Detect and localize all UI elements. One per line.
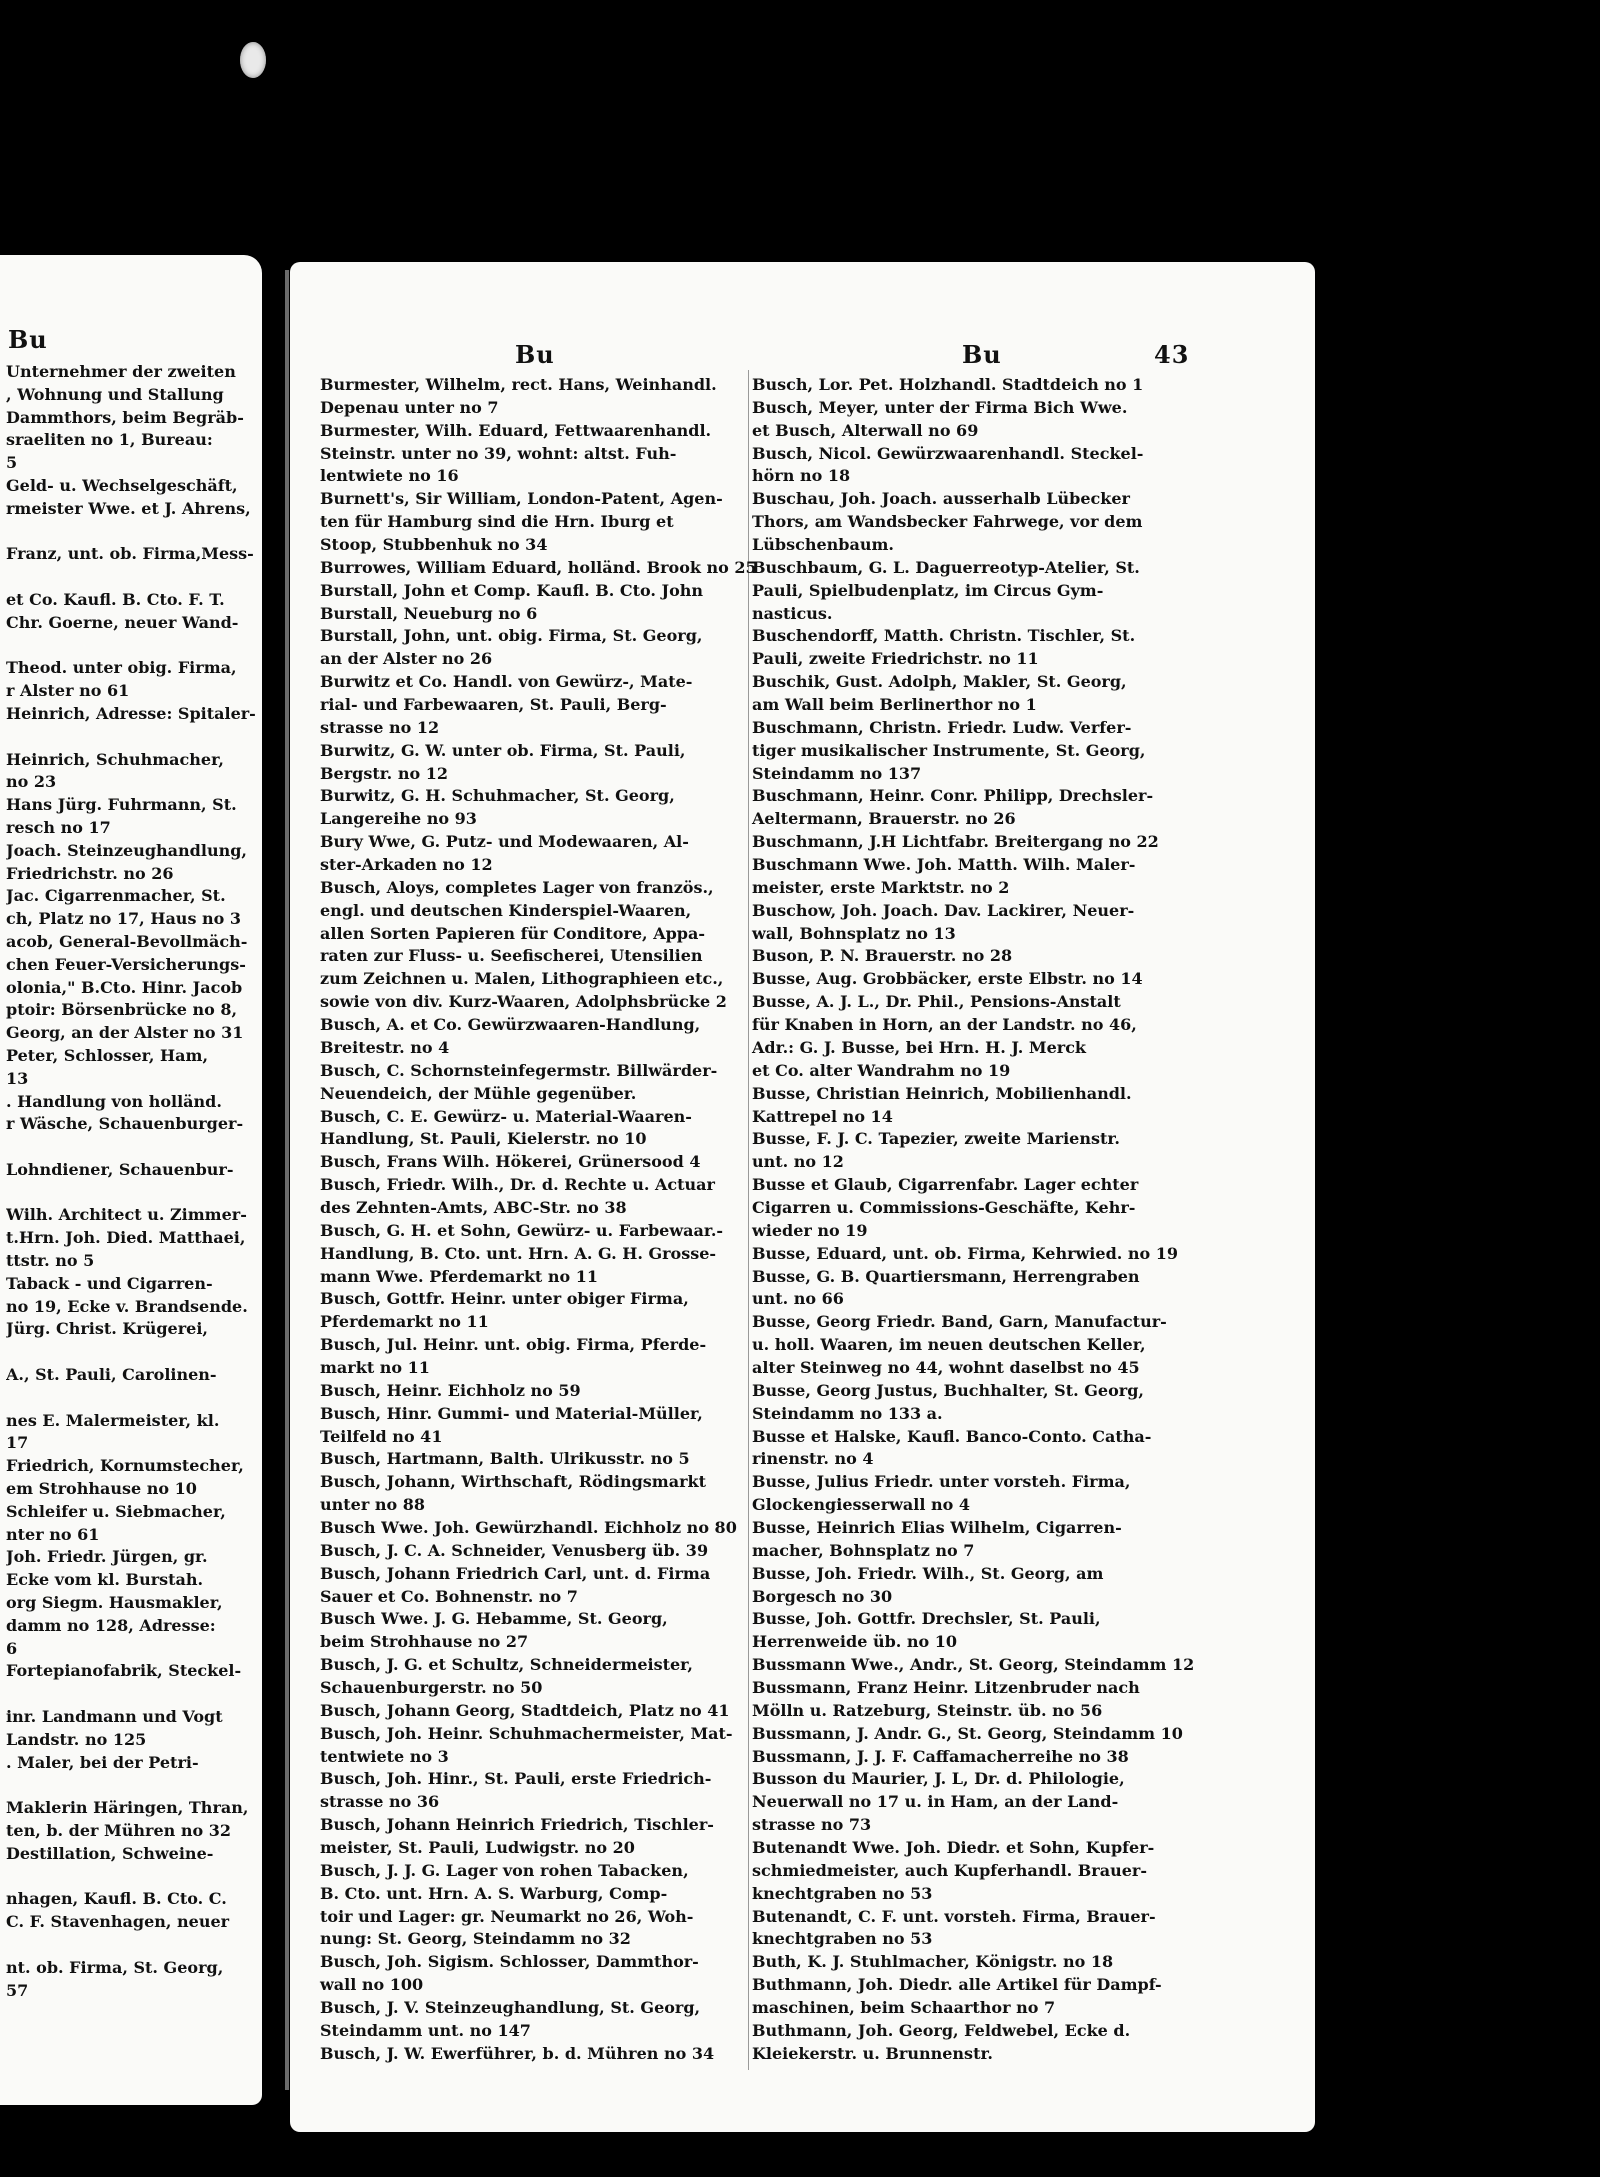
left-page-line: org Siegm. Hausmakler, xyxy=(6,1593,223,1613)
left-page-text xyxy=(6,361,256,2002)
left-page-line: chen Feuer-Versicherungs- xyxy=(6,954,246,974)
directory-line: Buth, K. J. Stuhlmacher, Königstr. no 18 xyxy=(752,1952,1114,1972)
left-page-header: Bu xyxy=(8,325,48,354)
left-page-line xyxy=(6,1387,256,1410)
directory-line: et Busch, Alterwall no 69 xyxy=(752,420,979,440)
directory-line: Bergstr. no 12 xyxy=(320,763,448,783)
directory-line: Schauenburgerstr. no 50 xyxy=(320,1677,543,1697)
directory-line: Burwitz, G. H. Schuhmacher, St. Georg, xyxy=(320,786,675,806)
left-page-line: nt. ob. Firma, St. Georg, xyxy=(6,1957,224,1977)
directory-line: Busch, Joh. Hinr., St. Pauli, erste Friedrich- xyxy=(320,1769,712,1789)
directory-line: allen Sorten Papieren für Conditore, Appa- xyxy=(320,923,705,943)
directory-line: Busch Wwe. J. G. Hebamme, St. Georg, xyxy=(320,1609,668,1629)
left-page-line: ttstr. no 5 xyxy=(6,1251,95,1271)
directory-line: strasse no 36 xyxy=(320,1792,440,1812)
directory-line: Busse, Georg Friedr. Band, Garn, Manufactur- xyxy=(752,1312,1167,1332)
directory-line: Pauli, zweite Friedrichstr. no 11 xyxy=(752,649,1039,669)
running-header-left: Bu xyxy=(515,340,555,369)
left-page-line: Peter, Schlosser, Ham, xyxy=(6,1045,209,1065)
directory-line: meister, St. Pauli, Ludwigstr. no 20 xyxy=(320,1838,635,1857)
directory-line: Buschmann, J.H Lichtfabr. Breitergang no 22 xyxy=(752,832,1159,852)
directory-line: Busse, G. B. Quartiersmann, Herrengraben xyxy=(752,1266,1140,1286)
directory-line: Handlung, St. Pauli, Kielerstr. no 10 xyxy=(320,1129,647,1149)
directory-line: Lübschenbaum. xyxy=(752,535,894,555)
directory-line: Handlung, B. Cto. unt. Hrn. A. G. H. Grosse- xyxy=(320,1243,717,1263)
directory-line: Pferdemarkt no 11 xyxy=(320,1312,489,1332)
left-page-line: et Co. Kaufl. B. Cto. F. T. xyxy=(6,589,225,609)
directory-line: Busch, Joh. Heinr. Schuhmachermeister, Mat- xyxy=(320,1723,733,1743)
directory-line: Butenandt Wwe. Joh. Diedr. et Sohn, Kupfer- xyxy=(752,1838,1155,1857)
directory-line: Busse, Heinrich Elias Wilhelm, Cigarren- xyxy=(752,1517,1122,1537)
left-page-line: Franz, unt. ob. Firma,Mess- xyxy=(6,544,254,564)
left-page-line: rmeister Wwe. et J. Ahrens, xyxy=(6,498,251,518)
directory-line: alter Steinweg no 44, wohnt daselbst no 45 xyxy=(752,1357,1140,1377)
directory-line: Steinstr. unter no 39, wohnt: altst. Fuh- xyxy=(320,443,677,463)
directory-line: Breitestr. no 4 xyxy=(320,1037,450,1057)
directory-line: rinenstr. no 4 xyxy=(752,1449,874,1469)
directory-line: Busch, Johann Georg, Stadtdeich, Platz no 41 xyxy=(320,1700,730,1720)
directory-line: Busse et Halske, Kaufl. Banco-Conto. Catha- xyxy=(752,1426,1152,1446)
left-page-line xyxy=(6,1774,256,1797)
left-page-line: Fortepianofabrik, Steckel- xyxy=(6,1661,242,1681)
directory-line: Burstall, John et Comp. Kaufl. B. Cto. John xyxy=(320,580,704,600)
left-page-line: t.Hrn. Joh. Died. Matthaei, xyxy=(6,1228,246,1248)
directory-line: Buschmann Wwe. Joh. Matth. Wilh. Maler- xyxy=(752,855,1136,875)
directory-line: Kattrepel no 14 xyxy=(752,1106,893,1126)
left-page-line xyxy=(6,1182,256,1205)
left-page-line: Taback - und Cigarren- xyxy=(6,1273,213,1293)
directory-line: Buschow, Joh. Joach. Dav. Lackirer, Neuer- xyxy=(752,900,1135,920)
directory-line: Busch, Lor. Pet. Holzhandl. Stadtdeich no 1 xyxy=(752,375,1144,394)
left-page-line: sraeliten no 1, Bureau: xyxy=(6,430,213,450)
directory-line: unt. no 12 xyxy=(752,1152,844,1172)
left-page-line: nhagen, Kaufl. B. Cto. C. xyxy=(6,1889,227,1909)
directory-line: Busch, Friedr. Wilh., Dr. d. Rechte u. Actuar xyxy=(320,1175,715,1195)
directory-line: mann Wwe. Pferdemarkt no 11 xyxy=(320,1266,598,1286)
directory-line: Busch Wwe. Joh. Gewürzhandl. Eichholz no 80 xyxy=(320,1517,737,1537)
directory-line: wall no 100 xyxy=(320,1975,424,1995)
directory-line: Steindamm unt. no 147 xyxy=(320,2020,531,2040)
running-header-right: Bu xyxy=(962,340,1002,369)
left-page-line: ptoir: Börsenbrücke no 8, xyxy=(6,1000,238,1020)
directory-line: Busse, Christian Heinrich, Mobilienhandl. xyxy=(752,1083,1132,1103)
left-page-line: damm no 128, Adresse: xyxy=(6,1615,216,1635)
directory-column-left xyxy=(320,374,757,2066)
left-page-line: ch, Platz no 17, Haus no 3 xyxy=(6,909,242,929)
left-page-line: Dammthors, beim Begräb- xyxy=(6,407,244,427)
left-page-line: Ecke vom kl. Burstah. xyxy=(6,1570,204,1590)
directory-line: macher, Bohnsplatz no 7 xyxy=(752,1540,975,1560)
directory-line: Sauer et Co. Bohnenstr. no 7 xyxy=(320,1586,578,1606)
left-page-line: , Wohnung und Stallung xyxy=(6,384,224,404)
directory-line: Glockengiesserwall no 4 xyxy=(752,1495,970,1515)
directory-line: Busch, Hartmann, Balth. Ulrikusstr. no 5 xyxy=(320,1449,690,1469)
directory-line: wieder no 19 xyxy=(752,1220,868,1240)
directory-line: et Co. alter Wandrahm no 19 xyxy=(752,1060,1011,1080)
directory-line: Busch, Heinr. Eichholz no 59 xyxy=(320,1380,581,1400)
left-page-line xyxy=(6,521,256,544)
directory-line: Burwitz et Co. Handl. von Gewürz-, Mate- xyxy=(320,672,693,692)
directory-column-right xyxy=(752,374,1195,2066)
directory-line: hörn no 18 xyxy=(752,466,851,486)
left-page-line: inr. Landmann und Vogt xyxy=(6,1707,223,1727)
directory-line: Burmester, Wilh. Eduard, Fettwaarenhandl. xyxy=(320,420,712,440)
directory-line: Busch, J. G. et Schultz, Schneidermeister, xyxy=(320,1655,693,1675)
directory-line: Neuendeich, der Mühle gegenüber. xyxy=(320,1083,637,1103)
left-page-line: r Wäsche, Schauenburger- xyxy=(6,1114,244,1134)
directory-line: Burstall, John, unt. obig. Firma, St. Georg, xyxy=(320,626,703,646)
page-number: 43 xyxy=(1154,340,1190,369)
left-page-line: . Handlung von holländ. xyxy=(6,1091,222,1111)
left-page-line: Heinrich, Schuhmacher, xyxy=(6,749,224,769)
directory-line: am Wall beim Berlinerthor no 1 xyxy=(752,695,1037,715)
directory-line: nung: St. Georg, Steindamm no 32 xyxy=(320,1929,631,1949)
directory-line: Mölln u. Ratzeburg, Steinstr. üb. no 56 xyxy=(752,1700,1103,1720)
directory-line: strasse no 73 xyxy=(752,1815,872,1835)
left-page-line: 13 xyxy=(6,1068,29,1088)
directory-line: Busch, Joh. Sigism. Schlosser, Dammthor- xyxy=(320,1952,699,1972)
directory-line: Busch, Hinr. Gummi- und Material-Müller, xyxy=(320,1403,703,1423)
left-page-line: Unternehmer der zweiten xyxy=(6,362,236,381)
left-page-line: Hans Jürg. Fuhrmann, St. xyxy=(6,795,237,815)
directory-line: Steindamm no 133 a. xyxy=(752,1403,943,1423)
directory-line: Adr.: G. J. Busse, bei Hrn. H. J. Merck xyxy=(752,1037,1087,1057)
left-page-line: em Strohhause no 10 xyxy=(6,1479,197,1499)
directory-line: Busse et Glaub, Cigarrenfabr. Lager echter xyxy=(752,1175,1139,1195)
directory-line: Bussmann, Franz Heinr. Litzenbruder nach xyxy=(752,1677,1140,1697)
directory-line: Busch, Gottfr. Heinr. unter obiger Firma, xyxy=(320,1289,689,1309)
left-page-line: nter no 61 xyxy=(6,1524,100,1544)
directory-line: Depenau unter no 7 xyxy=(320,397,499,417)
directory-line: markt no 11 xyxy=(320,1357,430,1377)
directory-line: Butenandt, C. F. unt. vorsteh. Firma, Brauer- xyxy=(752,1906,1156,1926)
directory-line: Pauli, Spielbudenplatz, im Circus Gym- xyxy=(752,580,1104,600)
directory-line: Langereihe no 93 xyxy=(320,809,477,829)
directory-line: lentwiete no 16 xyxy=(320,466,459,486)
left-page xyxy=(0,255,262,2105)
directory-line: Buthmann, Joh. Diedr. alle Artikel für Dampf- xyxy=(752,1975,1162,1995)
directory-line: knechtgraben no 53 xyxy=(752,1883,933,1903)
directory-line: strasse no 12 xyxy=(320,717,440,737)
left-page-line: Jürg. Christ. Krügerei, xyxy=(6,1319,208,1339)
left-page-line: Maklerin Häringen, Thran, xyxy=(6,1798,249,1818)
directory-line: Busch, Johann, Wirthschaft, Rödingsmarkt xyxy=(320,1472,706,1492)
directory-line: Borgesch no 30 xyxy=(752,1586,893,1606)
directory-line: maschinen, beim Schaarthor no 7 xyxy=(752,1998,1056,2018)
directory-line: Buschmann, Heinr. Conr. Philipp, Drechsler- xyxy=(752,786,1154,806)
directory-line: Buschmann, Christn. Friedr. Ludw. Verfer- xyxy=(752,717,1132,737)
directory-line: Buschendorff, Matth. Christn. Tischler, St. xyxy=(752,626,1136,646)
directory-line: zum Zeichnen u. Malen, Lithographieen etc., xyxy=(320,969,724,989)
directory-line: B. Cto. unt. Hrn. A. S. Warburg, Comp- xyxy=(320,1883,668,1903)
left-page-line: 5 xyxy=(6,453,18,473)
directory-line: Stoop, Stubbenhuk no 34 xyxy=(320,535,548,555)
left-page-line xyxy=(6,1866,256,1889)
left-page-line: Destillation, Schweine- xyxy=(6,1843,214,1863)
directory-line: Bussmann, J. Andr. G., St. Georg, Steindamm 10 xyxy=(752,1723,1183,1743)
left-page-line xyxy=(6,1934,256,1957)
directory-line: Busch, Jul. Heinr. unt. obig. Firma, Pferde- xyxy=(320,1335,707,1355)
directory-line: sowie von div. Kurz-Waaren, Adolphsbrücke 2 xyxy=(320,992,727,1012)
directory-line: Thors, am Wandsbecker Fahrwege, vor dem xyxy=(752,512,1143,532)
directory-line: des Zehnten-Amts, ABC-Str. no 38 xyxy=(320,1197,627,1217)
left-page-line: 6 xyxy=(6,1638,18,1658)
directory-line: Busch, Johann Heinrich Friedrich, Tischler- xyxy=(320,1815,714,1835)
left-page-line: 57 xyxy=(6,1980,29,2000)
directory-line: Busch, J. J. G. Lager von rohen Tabacken, xyxy=(320,1860,689,1880)
directory-line: meister, erste Marktstr. no 2 xyxy=(752,877,1010,897)
directory-line: Burwitz, G. W. unter ob. Firma, St. Pauli, xyxy=(320,740,686,760)
left-page-line: no 19, Ecke v. Brandsende. xyxy=(6,1296,248,1316)
left-page-line: A., St. Pauli, Carolinen- xyxy=(6,1365,217,1385)
left-page-line: Joh. Friedr. Jürgen, gr. xyxy=(6,1547,208,1567)
directory-line: unt. no 66 xyxy=(752,1289,844,1309)
left-page-line: Theod. unter obig. Firma, xyxy=(6,658,237,678)
directory-line: Cigarren u. Commissions-Geschäfte, Kehr- xyxy=(752,1197,1136,1217)
directory-line: Bussmann Wwe., Andr., St. Georg, Steindamm 12 xyxy=(752,1655,1195,1675)
directory-line: Busch, J. C. A. Schneider, Venusberg üb. 39 xyxy=(320,1540,709,1560)
left-page-line: Lohndiener, Schauenbur- xyxy=(6,1159,234,1179)
left-page-line: ten, b. der Mühren no 32 xyxy=(6,1821,231,1840)
directory-line: Buschau, Joh. Joach. ausserhalb Lübecker xyxy=(752,489,1130,509)
left-page-line: nes E. Malermeister, kl. xyxy=(6,1410,220,1430)
directory-line: Busse, F. J. C. Tapezier, zweite Marienstr. xyxy=(752,1129,1120,1149)
left-page-line: Georg, an der Alster no 31 xyxy=(6,1023,244,1043)
directory-line: Busse, Georg Justus, Buchhalter, St. Georg, xyxy=(752,1380,1144,1400)
left-page-line: Wilh. Architect u. Zimmer- xyxy=(6,1205,247,1225)
directory-line: Busch, Frans Wilh. Hökerei, Grünersood 4 xyxy=(320,1152,701,1172)
directory-line: Burrowes, William Eduard, holländ. Brook no 25 xyxy=(320,557,757,577)
left-page-line: Geld- u. Wechselgeschäft, xyxy=(6,475,238,495)
directory-line: Busch, Meyer, unter der Firma Bich Wwe. xyxy=(752,397,1128,417)
directory-line: Kleiekerstr. u. Brunnenstr. xyxy=(752,2043,993,2063)
directory-line: Busson du Maurier, J. L, Dr. d. Philologie, xyxy=(752,1769,1125,1789)
directory-line: Busch, Nicol. Gewürzwaarenhandl. Steckel- xyxy=(752,443,1144,463)
directory-line: nasticus. xyxy=(752,603,833,623)
directory-line: unter no 88 xyxy=(320,1495,425,1515)
left-page-line: Landstr. no 125 xyxy=(6,1729,147,1749)
directory-line: Busse, A. J. L., Dr. Phil., Pensions-Anstalt xyxy=(752,992,1121,1012)
directory-line: ster-Arkaden no 12 xyxy=(320,855,493,875)
left-page-line: no 23 xyxy=(6,772,57,792)
page-gutter xyxy=(285,270,289,2090)
directory-line: Busch, Aloys, completes Lager von französ., xyxy=(320,877,714,897)
directory-line: Busch, C. Schornsteinfegermstr. Billwärder- xyxy=(320,1060,718,1080)
directory-line: an der Alster no 26 xyxy=(320,649,493,669)
directory-line: knechtgraben no 53 xyxy=(752,1929,933,1949)
directory-line: Herrenweide üb. no 10 xyxy=(752,1632,958,1652)
directory-line: Aeltermann, Brauerstr. no 26 xyxy=(752,809,1016,829)
directory-line: rial- und Farbewaaren, St. Pauli, Berg- xyxy=(320,695,667,715)
right-page xyxy=(290,262,1315,2132)
directory-line: für Knaben in Horn, an der Landstr. no 46, xyxy=(752,1015,1137,1035)
directory-line: ten für Hamburg sind die Hrn. Iburg et xyxy=(320,512,674,532)
directory-line: Burstall, Neueburg no 6 xyxy=(320,603,538,623)
left-page-line xyxy=(6,1136,256,1159)
left-page-line: r Alster no 61 xyxy=(6,681,130,701)
directory-line: Busch, J. V. Steinzeughandlung, St. Georg, xyxy=(320,1998,701,2018)
directory-line: Busch, C. E. Gewürz- u. Material-Waaren- xyxy=(320,1106,692,1126)
left-page-line: acob, General-Bevollmäch- xyxy=(6,931,248,951)
directory-line: Busse, Eduard, unt. ob. Firma, Kehrwied. no 19 xyxy=(752,1243,1179,1263)
directory-line: u. holl. Waaren, im neuen deutschen Keller, xyxy=(752,1335,1146,1355)
directory-line: toir und Lager: gr. Neumarkt no 26, Woh- xyxy=(320,1906,694,1926)
directory-line: Buthmann, Joh. Georg, Feldwebel, Ecke d. xyxy=(752,2020,1131,2040)
directory-line: Busse, Julius Friedr. unter vorsteh. Firma, xyxy=(752,1472,1131,1492)
directory-line: tiger musikalischer Instrumente, St. Georg, xyxy=(752,740,1146,760)
directory-line: Steindamm no 137 xyxy=(752,763,922,783)
left-page-line: Chr. Goerne, neuer Wand- xyxy=(6,612,239,632)
left-page-line: Joach. Steinzeughandlung, xyxy=(6,840,247,860)
directory-line: Busse, Aug. Grobbäcker, erste Elbstr. no 14 xyxy=(752,969,1143,989)
directory-line: Burmester, Wilhelm, rect. Hans, Weinhandl. xyxy=(320,375,717,394)
left-page-line: Friedrichstr. no 26 xyxy=(6,863,174,883)
directory-line: Burnett's, Sir William, London-Patent, Agen- xyxy=(320,489,723,509)
left-page-line: Heinrich, Adresse: Spitaler- xyxy=(6,703,256,723)
directory-line: wall, Bohnsplatz no 13 xyxy=(752,923,956,943)
directory-line: Buson, P. N. Brauerstr. no 28 xyxy=(752,946,1013,966)
left-page-line: Jac. Cigarrenmacher, St. xyxy=(6,886,226,906)
directory-line: schmiedmeister, auch Kupferhandl. Brauer- xyxy=(752,1860,1147,1880)
directory-line: Busch, J. W. Ewerführer, b. d. Mühren no 34 xyxy=(320,2043,715,2063)
directory-line: engl. und deutschen Kinderspiel-Waaren, xyxy=(320,900,692,920)
directory-line: Buschik, Gust. Adolph, Makler, St. Georg, xyxy=(752,672,1127,692)
left-page-line xyxy=(6,566,256,589)
directory-line: Neuerwall no 17 u. in Ham, an der Land- xyxy=(752,1792,1119,1812)
directory-line: Buschbaum, G. L. Daguerreotyp-Atelier, St. xyxy=(752,557,1140,577)
left-page-line: Friedrich, Kornumstecher, xyxy=(6,1456,244,1476)
directory-line: Teilfeld no 41 xyxy=(320,1426,443,1446)
directory-line: beim Strohhause no 27 xyxy=(320,1632,529,1652)
left-page-line xyxy=(6,635,256,658)
left-page-line: Schleifer u. Siebmacher, xyxy=(6,1501,226,1521)
left-page-line: . Maler, bei der Petri- xyxy=(6,1752,199,1772)
left-page-line xyxy=(6,726,256,749)
left-page-line xyxy=(6,1683,256,1706)
left-page-line xyxy=(6,1341,256,1364)
directory-line: raten zur Fluss- u. Seefischerei, Utensilien xyxy=(320,946,703,966)
directory-line: Bussmann, J. J. F. Caffamacherreihe no 38 xyxy=(752,1746,1129,1766)
left-page-line: 17 xyxy=(6,1433,29,1453)
directory-line: Busch, G. H. et Sohn, Gewürz- u. Farbewaar.- xyxy=(320,1220,724,1240)
punch-hole xyxy=(240,42,266,78)
directory-line: Busse, Joh. Friedr. Wilh., St. Georg, am xyxy=(752,1563,1104,1583)
directory-line: tentwiete no 3 xyxy=(320,1746,449,1766)
left-page-line: olonia," B.Cto. Hinr. Jacob xyxy=(6,977,243,997)
directory-line: Busch, A. et Co. Gewürzwaaren-Handlung, xyxy=(320,1015,701,1035)
directory-line: Busch, Johann Friedrich Carl, unt. d. Firma xyxy=(320,1563,711,1583)
directory-line: Busse, Joh. Gottfr. Drechsler, St. Pauli, xyxy=(752,1609,1101,1629)
left-page-line: resch no 17 xyxy=(6,817,111,837)
left-page-line: C. F. Stavenhagen, neuer xyxy=(6,1912,230,1932)
directory-line: Bury Wwe, G. Putz- und Modewaaren, Al- xyxy=(320,832,689,852)
